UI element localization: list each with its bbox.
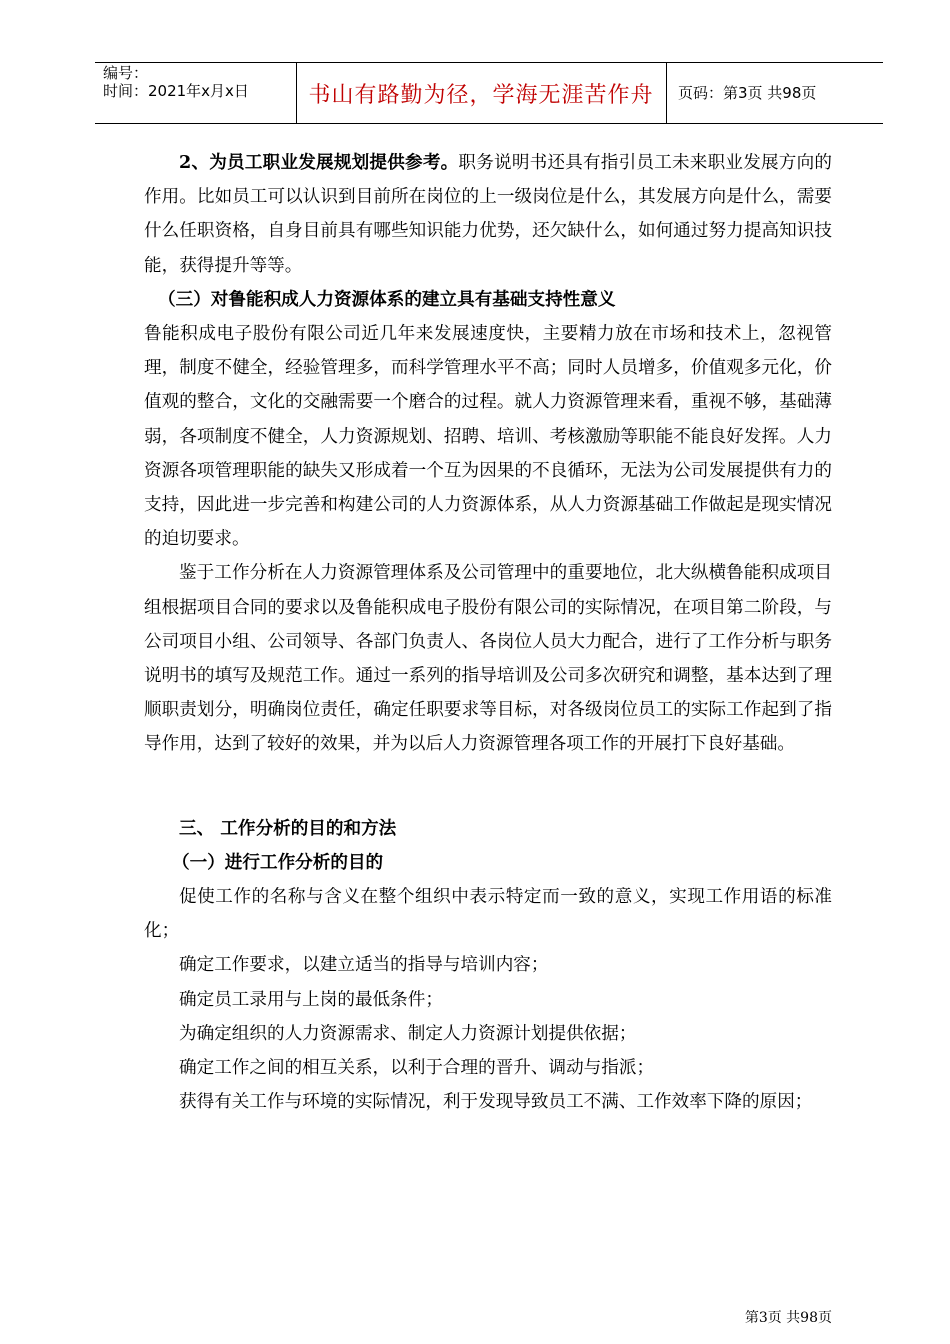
header-meta	[103, 64, 249, 100]
list-item: 获得有关工作与环境的实际情况，利于发现导致员工不满、工作效率下降的原因；	[179, 1092, 813, 1113]
header-top-rule	[95, 62, 883, 63]
header-serial: 编号：	[103, 64, 149, 82]
list-item: 确定工作之间的相互关系，以利于合理的晋升、调动与指派；	[179, 1058, 655, 1079]
paragraph-company-background: 鲁能积成电子股份有限公司近几年来发展速度快，主要精力放在市场和技术上，忽视管理，制度不健全，经验管理多，而科学管理水平不高；同时人员增多，价值观多元化，价值观的整合，文化的交融需要一个磨合的过程。就人力资源管理来看，重视不够，基础薄弱，各项制度不健全，人力资源规划、招聘、培训、考核激励等职能不能良好发挥。人力资源各项管理职能的缺失又形成着一个互为因果的不良循环，无法为公司发展提供有力的支持，因此进一步完善和构建公司的人力资源体系，从人力资源基础工作做起是现实情况的迫切要求。	[144, 324, 832, 550]
page-header	[95, 62, 883, 124]
document-body	[144, 146, 832, 1119]
list-item: 为确定组织的人力资源需求、制定人力资源计划提供依据；	[179, 1023, 637, 1044]
header-bottom-rule	[95, 123, 883, 124]
paragraph-project-work: 鉴于工作分析在人力资源管理体系及公司管理中的重要地位，北大纵横鲁能积成项目组根据项目合同的要求以及鲁能积成电子股份有限公司的实际情况，在项目第二阶段，与公司项目小组、公司领导、各部门负责人、各岗位人员大力配合，进行了工作分析与职务说明书的填写及规范工作。通过一系列的指导培训及公司多次研究和调整，基本达到了理顺职责划分，明确岗位责任，确定任职要求等目标，对各级岗位员工的实际工作起到了指导作用，达到了较好的效果，并为以后人力资源管理各项工作的开展打下良好基础。	[144, 563, 832, 755]
spacer	[144, 762, 832, 812]
header-time: 时间：2021年x月x日	[103, 82, 249, 100]
header-divider-right	[666, 62, 667, 124]
page-footer: 第3页 共98页	[744, 1310, 832, 1326]
heading-section-three-sub: （三）对鲁能积成人力资源体系的建立具有基础支持性意义	[158, 288, 616, 310]
header-motto: 书山有路勤为径，学海无涯苦作舟	[308, 83, 654, 108]
paragraph-lead-bold: 2、为员工职业发展规划提供参考。	[179, 152, 459, 173]
list-item: 确定工作要求，以建立适当的指导与培训内容；	[179, 955, 549, 976]
paragraph-career-reference	[144, 146, 832, 283]
list-item: 促使工作的名称与含义在整个组织中表示特定而一致的意义，实现工作用语的标准化；	[144, 887, 832, 942]
list-item: 确定员工录用与上岗的最低条件；	[179, 989, 443, 1010]
section-heading: 三、 工作分析的目的和方法	[179, 817, 397, 839]
paragraph-text: 职务说明书还具有指引员工未来职业发展方向的作用。比如员工可以认识到目前所在岗位的上一级岗位是什么，其发展方向是什么，需要什么任职资格，自身目前具有哪些知识能力优势，还欠缺什么，如何通过努力提高知识技能，获得提升等等。	[144, 153, 832, 276]
subsection-heading: （一）进行工作分析的目的	[172, 851, 384, 873]
header-page-number: 页码：第3页 共98页	[678, 84, 817, 102]
